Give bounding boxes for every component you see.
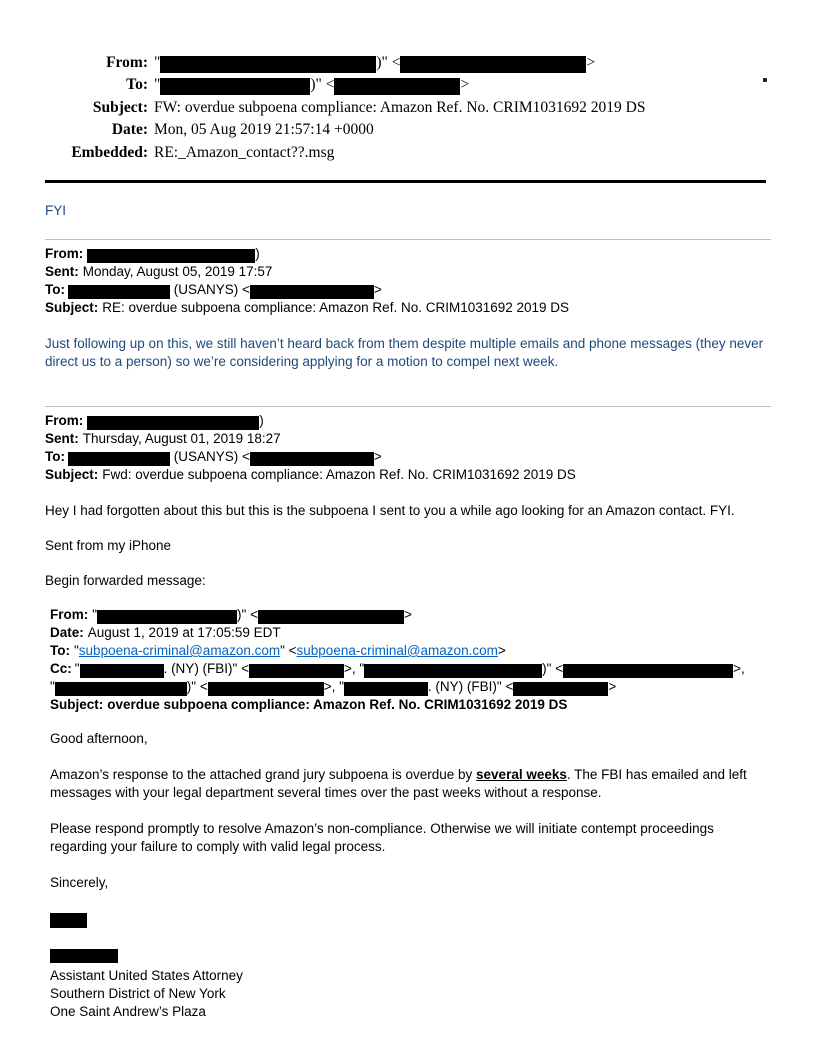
sent-label: Sent: bbox=[45, 431, 79, 447]
to-label: To: bbox=[45, 282, 65, 298]
email1-subject-line: Subject: RE: overdue subpoena compliance: Amazon Ref. No. CRIM1031692 2019 DS bbox=[45, 300, 570, 316]
sent-label: Sent: bbox=[45, 264, 79, 280]
fwd-paragraph-2: Please respond promptly to resolve Amazon’s non-compliance. Otherwise we will initiate contempt proceedings regarding your failure to comply with valid legal process. bbox=[50, 821, 714, 855]
date-value: Mon, 05 Aug 2019 21:57:14 +0000 bbox=[154, 121, 374, 139]
redaction-bar bbox=[68, 285, 170, 299]
email2-subject-line: Subject: Fwd: overdue subpoena compliance: Amazon Ref. No. CRIM1031692 2019 DS bbox=[45, 467, 576, 483]
cc-label: Cc: bbox=[50, 661, 72, 677]
email1-body: Just following up on this, we still haven’t heard back from them despite multiple emails and phone messages (they never direct us to a person) so we’re considering applying for a motion to compel next week. bbox=[45, 336, 764, 370]
fwd-paragraph-1: Amazon’s response to the attached grand jury subpoena is overdue by several weeks. The FBI has emailed and left messages with your legal department several times over the past weeks without a response. bbox=[50, 767, 747, 801]
redaction-bar bbox=[364, 664, 542, 678]
redaction-bar bbox=[97, 610, 237, 624]
embedded-label: Embedded: bbox=[71, 143, 148, 161]
email2-to-line: To: (USANYS) < > bbox=[45, 449, 382, 465]
subject-label: Subject: bbox=[92, 98, 148, 116]
signature-title: Assistant United States Attorney bbox=[50, 968, 243, 984]
subject-label: Subject: bbox=[45, 467, 99, 483]
fwd-to-line: To: "subpoena-criminal@amazon.com" <subpoena-criminal@amazon.com> bbox=[50, 643, 506, 659]
from-label: From: bbox=[45, 413, 84, 429]
fwd-from-line: From: " )" < > bbox=[50, 607, 412, 623]
forwarded-header bbox=[50, 606, 768, 714]
email1-sent-line: Sent: Monday, August 05, 2019 17:57 bbox=[45, 264, 273, 280]
redaction-bar bbox=[513, 682, 608, 696]
from-label: From: bbox=[45, 246, 84, 262]
email1-to-line: To: (USANYS) < > bbox=[45, 282, 382, 298]
redaction-bar bbox=[80, 664, 164, 678]
redaction-bar bbox=[160, 78, 310, 95]
redaction-bar bbox=[344, 682, 428, 696]
from-label: From: bbox=[106, 54, 148, 71]
fyi-note: FYI bbox=[45, 203, 67, 219]
redaction-bar bbox=[250, 452, 374, 466]
redaction-bar bbox=[87, 249, 255, 263]
email1-from-line: From: ) bbox=[45, 246, 260, 262]
to-label: To: bbox=[126, 76, 148, 94]
subject-value: FW: overdue subpoena compliance: Amazon Ref. No. CRIM1031692 2019 DS bbox=[154, 98, 646, 116]
email2-sent-line: Sent: Thursday, August 01, 2019 18:27 bbox=[45, 431, 281, 447]
forwarded-message bbox=[50, 606, 768, 1021]
signature-address: One Saint Andrew’s Plaza bbox=[50, 1004, 206, 1020]
email1-header bbox=[45, 245, 768, 317]
to-value: " )" < > bbox=[154, 76, 470, 94]
redaction-bar-signature-name bbox=[50, 913, 87, 928]
fwd-date-line: Date: August 1, 2019 at 17:05:59 EDT bbox=[50, 625, 281, 641]
amazon-subpoena-email-link[interactable]: subpoena-criminal@amazon.com bbox=[78, 643, 281, 659]
redaction-bar bbox=[258, 610, 404, 624]
redaction-bar bbox=[249, 664, 344, 678]
email1-divider bbox=[45, 239, 771, 240]
embedded-value: RE:_Amazon_contact??.msg bbox=[154, 143, 335, 161]
fwd-closing: Sincerely, bbox=[50, 875, 109, 891]
redaction-bar-signature-fullname bbox=[50, 949, 118, 963]
from-label: From: bbox=[50, 607, 89, 623]
email2-header bbox=[45, 412, 768, 484]
email2-from-line: From: ) bbox=[45, 413, 264, 429]
redaction-bar bbox=[208, 682, 324, 696]
date-label: Date: bbox=[111, 121, 148, 139]
from-value: " )" < > bbox=[154, 54, 596, 71]
sent-from-iphone: Sent from my iPhone bbox=[45, 538, 172, 554]
date-label: Date: bbox=[50, 625, 84, 641]
message-header bbox=[45, 52, 745, 164]
redaction-bar bbox=[55, 682, 187, 696]
fwd-cc-line1: Cc: " . (NY) (FBI)" < >, " )" < >, bbox=[50, 661, 745, 677]
fwd-subject-line: Subject: overdue subpoena compliance: Amazon Ref. No. CRIM1031692 2019 DS bbox=[50, 697, 568, 713]
subject-label: Subject: bbox=[50, 697, 104, 713]
redaction-bar bbox=[250, 285, 374, 299]
several-weeks-emphasis: several weeks bbox=[476, 767, 567, 783]
signature-district: Southern District of New York bbox=[50, 986, 226, 1002]
redaction-bar bbox=[400, 56, 586, 73]
redaction-bar bbox=[160, 56, 376, 73]
fwd-greeting: Good afternoon, bbox=[50, 731, 148, 747]
redaction-bar bbox=[87, 416, 259, 430]
fwd-cc-line2: " )" < >, " . (NY) (FBI)" < > bbox=[50, 679, 617, 695]
redaction-bar bbox=[563, 664, 733, 678]
header-divider-rule bbox=[45, 180, 766, 183]
redaction-bar bbox=[334, 78, 460, 95]
signature-block bbox=[50, 967, 768, 1021]
amazon-subpoena-email-link[interactable]: subpoena-criminal@amazon.com bbox=[296, 643, 498, 659]
to-label: To: bbox=[45, 449, 65, 465]
redaction-bar bbox=[68, 452, 170, 466]
email2-divider bbox=[45, 406, 771, 407]
email2-body: Hey I had forgotten about this but this is the subpoena I sent to you a while ago looking for an Amazon contact. FYI. bbox=[45, 503, 735, 519]
to-label: To: bbox=[50, 643, 70, 659]
subject-label: Subject: bbox=[45, 300, 99, 316]
begin-forwarded-label: Begin forwarded message: bbox=[45, 573, 206, 589]
scan-artifact-dot bbox=[763, 78, 767, 82]
